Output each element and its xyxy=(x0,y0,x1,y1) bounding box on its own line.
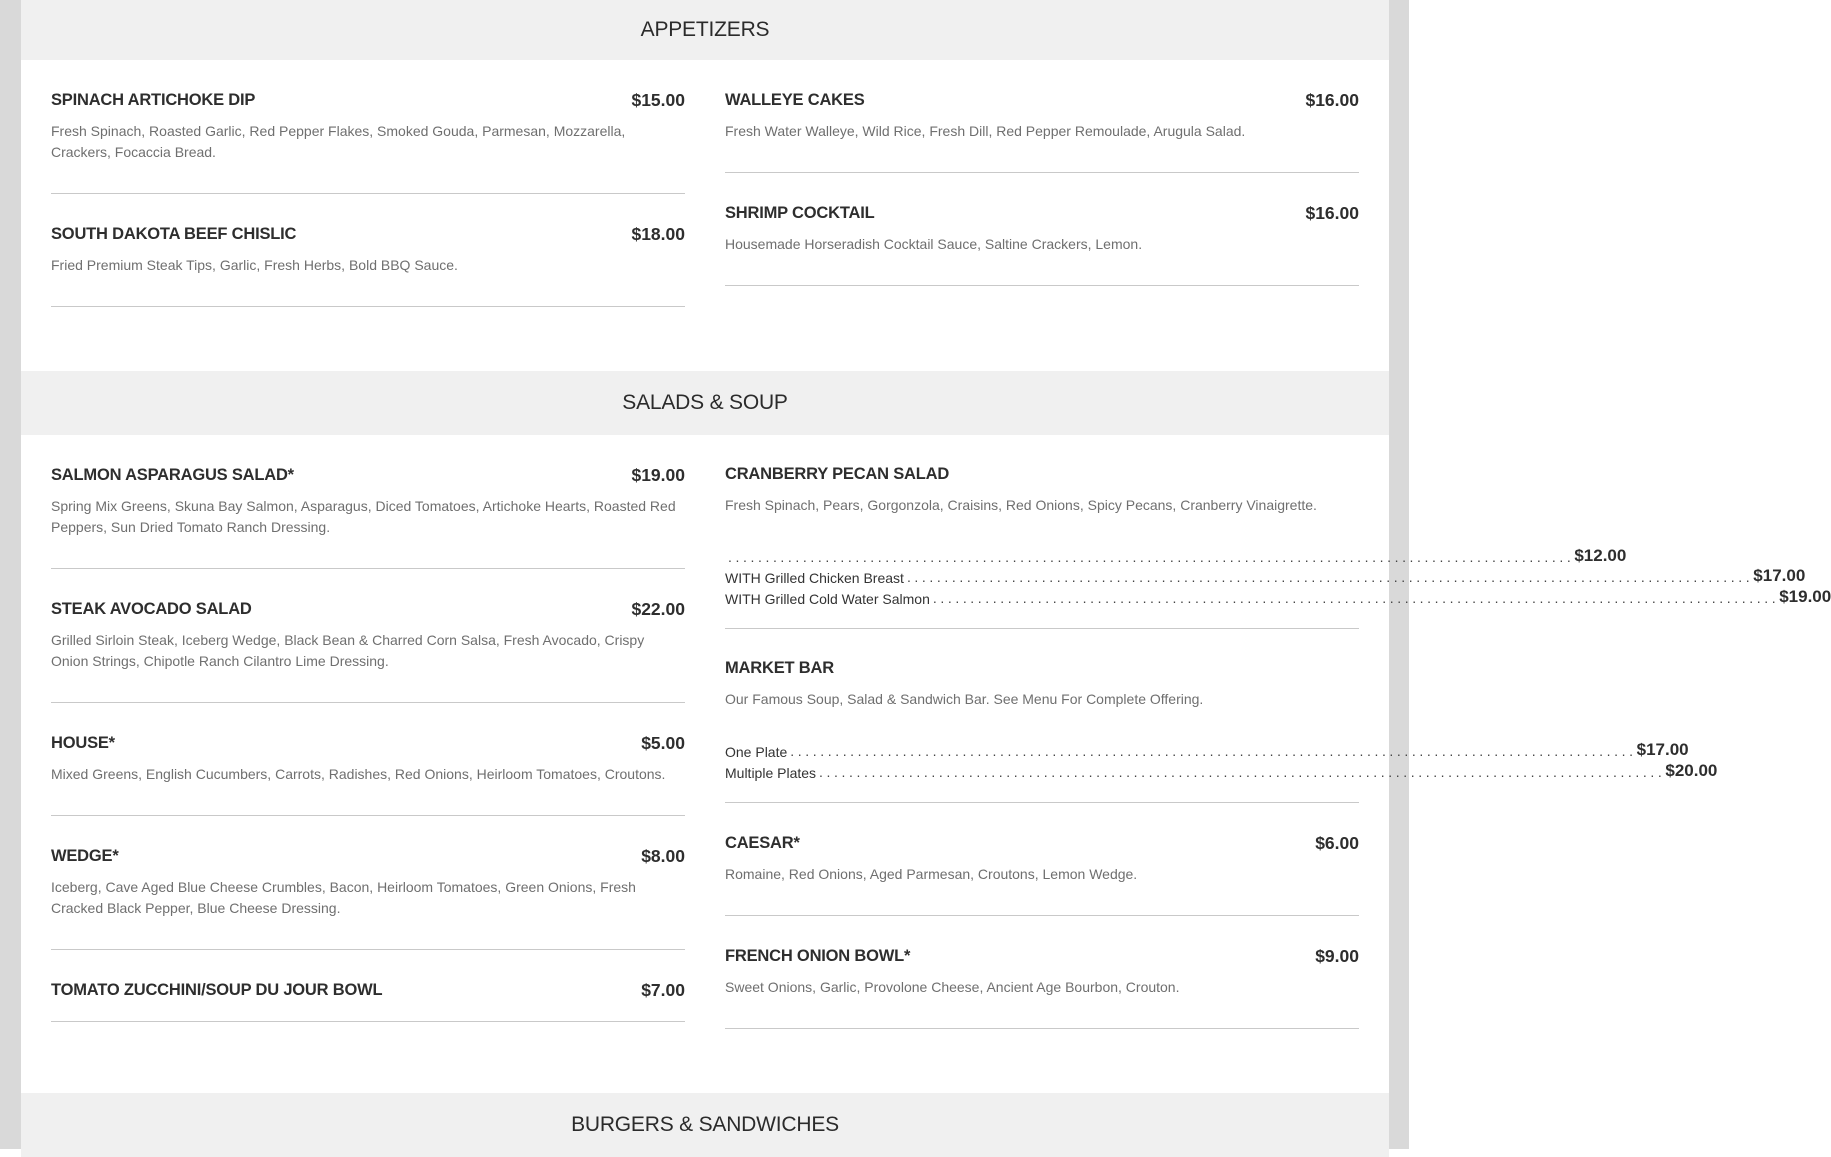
item-name: CRANBERRY PECAN SALAD xyxy=(725,465,950,483)
section-title: BURGERS & SANDWICHES xyxy=(571,1113,839,1136)
dot-leader: ................................................................................................................. xyxy=(728,549,1575,565)
item-price: $8.00 xyxy=(641,846,685,866)
option-label: WITH Grilled Cold Water Salmon xyxy=(725,591,930,607)
section-header-burgers-sandwiches xyxy=(21,1093,1389,1157)
item-name: FRENCH ONION BOWL* xyxy=(725,947,911,965)
item-description: Iceberg, Cave Aged Blue Cheese Crumbles, Bacon, Heirloom Tomatoes, Green Onions, Fresh Cracked Black Pepper, Blue Cheese Dressing. xyxy=(51,879,636,916)
dot-leader: ................................................................................................................. xyxy=(819,764,1666,780)
item-price: $16.00 xyxy=(1305,203,1359,223)
item-name: WEDGE* xyxy=(51,847,119,865)
item-description: Our Famous Soup, Salad & Sandwich Bar. See Menu For Complete Offering. xyxy=(725,691,1204,707)
section-title: SALADS & SOUP xyxy=(622,391,788,414)
menu-item-spinach-artichoke-dip xyxy=(51,91,685,194)
item-price: $19.00 xyxy=(631,465,685,485)
item-price: $18.00 xyxy=(631,224,685,244)
item-name: SHRIMP COCKTAIL xyxy=(725,204,875,222)
item-price: $7.00 xyxy=(641,980,685,1000)
menu-item-steak-avocado-salad xyxy=(51,600,685,703)
option-price: $17.00 xyxy=(1753,566,1806,585)
item-price: $16.00 xyxy=(1305,90,1359,110)
option-price: $19.00 xyxy=(1779,587,1831,606)
menu-item-walleye-cakes xyxy=(725,91,1359,173)
item-description: Sweet Onions, Garlic, Provolone Cheese, Ancient Age Bourbon, Crouton. xyxy=(725,979,1180,995)
item-price: $5.00 xyxy=(641,733,685,753)
menu-panel xyxy=(21,0,1831,1149)
section-title: APPETIZERS xyxy=(640,18,770,41)
price-option-row xyxy=(725,586,1831,607)
item-price: $6.00 xyxy=(1315,833,1359,853)
price-option-row xyxy=(725,739,1689,760)
item-description: Fresh Spinach, Roasted Garlic, Red Pepper Flakes, Smoked Gouda, Parmesan, Mozzarella, Crackers, Focaccia Bread. xyxy=(51,123,626,160)
item-name: CAESAR* xyxy=(725,834,800,852)
menu-item-wedge-salad xyxy=(51,847,685,950)
item-price: $9.00 xyxy=(1315,946,1359,966)
price-option-row xyxy=(725,545,1627,566)
menu-item-french-onion-bowl xyxy=(725,947,1359,1029)
item-name: MARKET BAR xyxy=(725,659,834,677)
section-header-appetizers xyxy=(21,0,1389,60)
item-name: SPINACH ARTICHOKE DIP xyxy=(51,91,256,109)
menu-item-beef-chislic xyxy=(51,225,685,307)
item-name: TOMATO ZUCCHINI/SOUP DU JOUR BOWL xyxy=(51,981,383,999)
option-label: WITH Grilled Chicken Breast xyxy=(725,570,904,586)
menu-item-cranberry-pecan-salad xyxy=(725,465,1831,629)
item-description: Mixed Greens, English Cucumbers, Carrots, Radishes, Red Onions, Heirloom Tomatoes, Croutons. xyxy=(51,766,666,782)
item-name: HOUSE* xyxy=(51,734,115,752)
option-price: $17.00 xyxy=(1636,740,1689,759)
item-description: Fried Premium Steak Tips, Garlic, Fresh Herbs, Bold BBQ Sauce. xyxy=(51,257,458,273)
menu-item-salmon-asparagus-salad xyxy=(51,466,685,569)
item-name: SALMON ASPARAGUS SALAD* xyxy=(51,466,294,484)
item-name: WALLEYE CAKES xyxy=(725,91,865,109)
item-price: $15.00 xyxy=(631,90,685,110)
item-description: Spring Mix Greens, Skuna Bay Salmon, Asparagus, Diced Tomatoes, Artichoke Hearts, Roasted Red Peppers, Sun Dried Tomato Ranch Dressing. xyxy=(51,498,676,535)
menu-item-shrimp-cocktail xyxy=(725,204,1359,286)
item-description: Fresh Spinach, Pears, Gorgonzola, Craisins, Red Onions, Spicy Pecans, Cranberry Vinaigrette. xyxy=(725,497,1317,513)
item-name: STEAK AVOCADO SALAD xyxy=(51,600,252,618)
menu-item-caesar-salad xyxy=(725,834,1359,916)
menu-item-tomato-zucchini-soup xyxy=(51,981,685,1022)
price-option-row xyxy=(725,760,1718,781)
dot-leader: ................................................................................................................. xyxy=(932,590,1780,606)
option-price: $12.00 xyxy=(1574,546,1627,565)
item-description: Grilled Sirloin Steak, Iceberg Wedge, Black Bean & Charred Corn Salsa, Fresh Avocado, Crispy Onion Strings, Chipotle Ranch Cilantro Lime Dressing. xyxy=(51,632,645,669)
option-label: Multiple Plates xyxy=(725,765,817,781)
menu-item-market-bar xyxy=(725,659,1718,803)
option-label: One Plate xyxy=(725,744,788,760)
dot-leader: ................................................................................................................. xyxy=(906,569,1754,585)
option-price: $20.00 xyxy=(1665,761,1718,780)
dot-leader: ................................................................................................................. xyxy=(790,743,1637,759)
item-description: Housemade Horseradish Cocktail Sauce, Saltine Crackers, Lemon. xyxy=(725,236,1143,252)
item-name: SOUTH DAKOTA BEEF CHISLIC xyxy=(51,225,297,243)
menu-item-house-salad xyxy=(51,734,685,816)
item-description: Romaine, Red Onions, Aged Parmesan, Croutons, Lemon Wedge. xyxy=(725,866,1138,882)
item-description: Fresh Water Walleye, Wild Rice, Fresh Dill, Red Pepper Remoulade, Arugula Salad. xyxy=(725,123,1246,139)
item-price: $22.00 xyxy=(631,599,685,619)
section-header-salads-soup xyxy=(21,371,1389,435)
price-option-row xyxy=(725,565,1806,586)
